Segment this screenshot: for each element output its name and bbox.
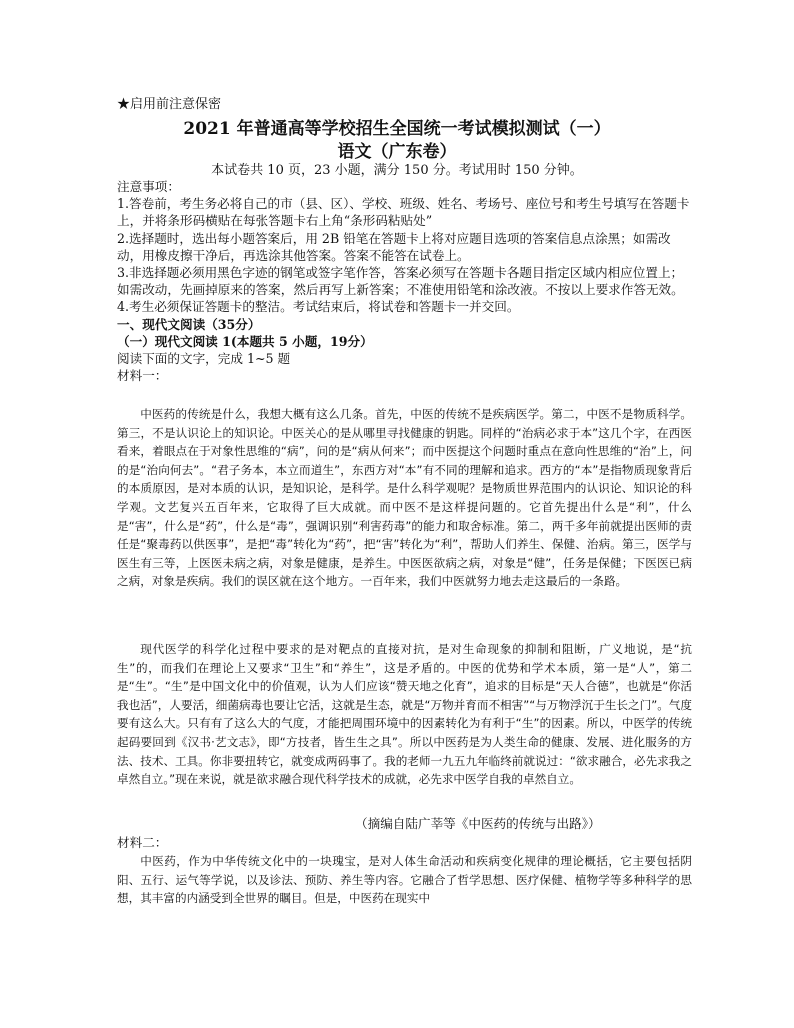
material2-label: 材料二： xyxy=(117,835,168,850)
material2-paragraph-1 xyxy=(117,852,692,908)
reading-instruction: 阅读下面的文字，完成 1~5 题 xyxy=(117,351,291,367)
material1-paragraph-2 xyxy=(117,640,692,789)
confidential-mark: ★启用前注意保密 xyxy=(117,97,222,112)
exam-info: 本试卷共 10 页，23 小题，满分 150 分。考试用时 150 分钟。 xyxy=(211,163,583,178)
note-item: 2.选择题时，选出每小题答案后，用 2B 铅笔在答题卡上将对应题目选项的答案信息点涂黑；如需改动，用橡皮擦干净后，再选涂其他答案。答案不能答在试卷上。 xyxy=(117,230,671,263)
note-item: 1.答卷前，考生务必将自己的市（县、区）、学校、班级、姓名、考场号、座位号和考生号填写在答题卡上，并将条形码横贴在每张答题卡右上角“条形码粘贴处” xyxy=(117,196,690,229)
material1-paragraph-1 xyxy=(117,405,692,591)
notes-heading: 注意事项： xyxy=(117,179,180,194)
note-item: 4.考生必须保证答题卡的整洁。考试结束后，将试卷和答题卡一并交回。 xyxy=(117,299,520,315)
note-item: 3.非选择题必须用黑色字迹的钢笔或签字笔作答，答案必须写在答题卡各题目指定区域内相应位置上；如需改动，先画掉原来的答案，然后再写上新答案；不准使用铅笔和涂改液。不按以上要求作答无效。 xyxy=(117,265,684,298)
notes-section xyxy=(117,178,692,384)
material1-label: 材料一： xyxy=(117,368,168,384)
material1-source: （摘编自陆广莘等《中医药的传统与出路》） xyxy=(355,816,601,831)
paragraph-text: 中医药的传统是什么，我想大概有这么几条。首先，中医的传统不是疾病医学。第二，中医不是物质科学。第三，不是认识论上的知识论。中医关心的是从哪里寻找健康的钥匙。同样的“治病必求于本”这几个字，在西医看来，着眼点在于对象性思维的“病”，问的是“病从何来”；而中医提这个问题时重点在意向性思维的“治”上，问的是“治向何去”。“君子务本，本立而道生”，东西方对“本”有不同的理解和追求。西方的“本”是指物质现象背后的本质原因，是对本质的认识，是知识论，是科学。是什么科学观呢？是物质世界范围内的认识论、知识论的科学观。文艺复兴五百年来，它取得了巨大成就。而中医不是这样提问题的。它首先提出什么是“利”，什么是“害”，什么是“药”，什么是“毒”，强调识别“利害药毒”的能力和取舍标准。第二，两千多年前就提出医师的责任是“聚毒药以供医事”，是把“毒”转化为“药”，把“害”转化为“利”，帮助人们养生、保健、治病。第三，医学与医生有三等，上医医未病之病，对象是健康，是养生。中医医欲病之病，对象是“健”，任务是保健；下医医已病之病，对象是疾病。我们的误区就在这个地方。一百年来，我们中医就努力地去走这最后的一条路。 xyxy=(117,407,692,589)
exam-title: 2021 年普通高等学校招生全国统一考试模拟测试（一） xyxy=(183,119,611,139)
subsection-heading: （一）现代文阅读 1(本题共 5 小题，19分） xyxy=(117,333,373,349)
paragraph-text: 现代医学的科学化过程中要求的是对靶点的直接对抗，是对生命现象的抑制和阻断，广义地说，是“抗生”的，而我们在理论上又要求“卫生”和“养生”，这是矛盾的。中医的优势和学术本质，第一是“人”，第二是“生”。“生”是中国文化中的价值观，认为人们应该“赞天地之化育”，追求的目标是“天人合德”，也就是“你活我也活”，人要活，细菌病毒也要让它活，这就是生态，就是“万物并育而不相害”“与万物浮沉于生长之门”。气度要有这么大。只有有了这么大的气度，才能把周围环境中的因素转化为有利于“生”的因素。所以，中医学的传统起码要回到《汉书·艺文志》，即“方技者，皆生生之具”。所以中医药是为人类生命的健康、发展、进化服务的方法、技术、工具。你非要扭转它，就变成两码事了。我的老师一九五九年临终前就说过：“欲求融合，必先求我之卓然自立。”现在来说，就是欲求融合现代科学技术的成就，必先求中医学自我的卓然自立。 xyxy=(117,642,692,787)
paragraph-text: 中医药，作为中华传统文化中的一块瑰宝，是对人体生命活动和疾病变化规律的理论概括，它主要包括阴阳、五行、运气等学说，以及诊法、预防、养生等内容。它融合了哲学思想、医疗保健、植物学等多种科学的思想，其丰富的内涵受到全世界的瞩目。但是，中医药在现实中 xyxy=(117,854,692,906)
section-heading: 一、现代文阅读（35分） xyxy=(117,316,261,332)
subject-title: 语文（广东卷） xyxy=(337,142,457,162)
